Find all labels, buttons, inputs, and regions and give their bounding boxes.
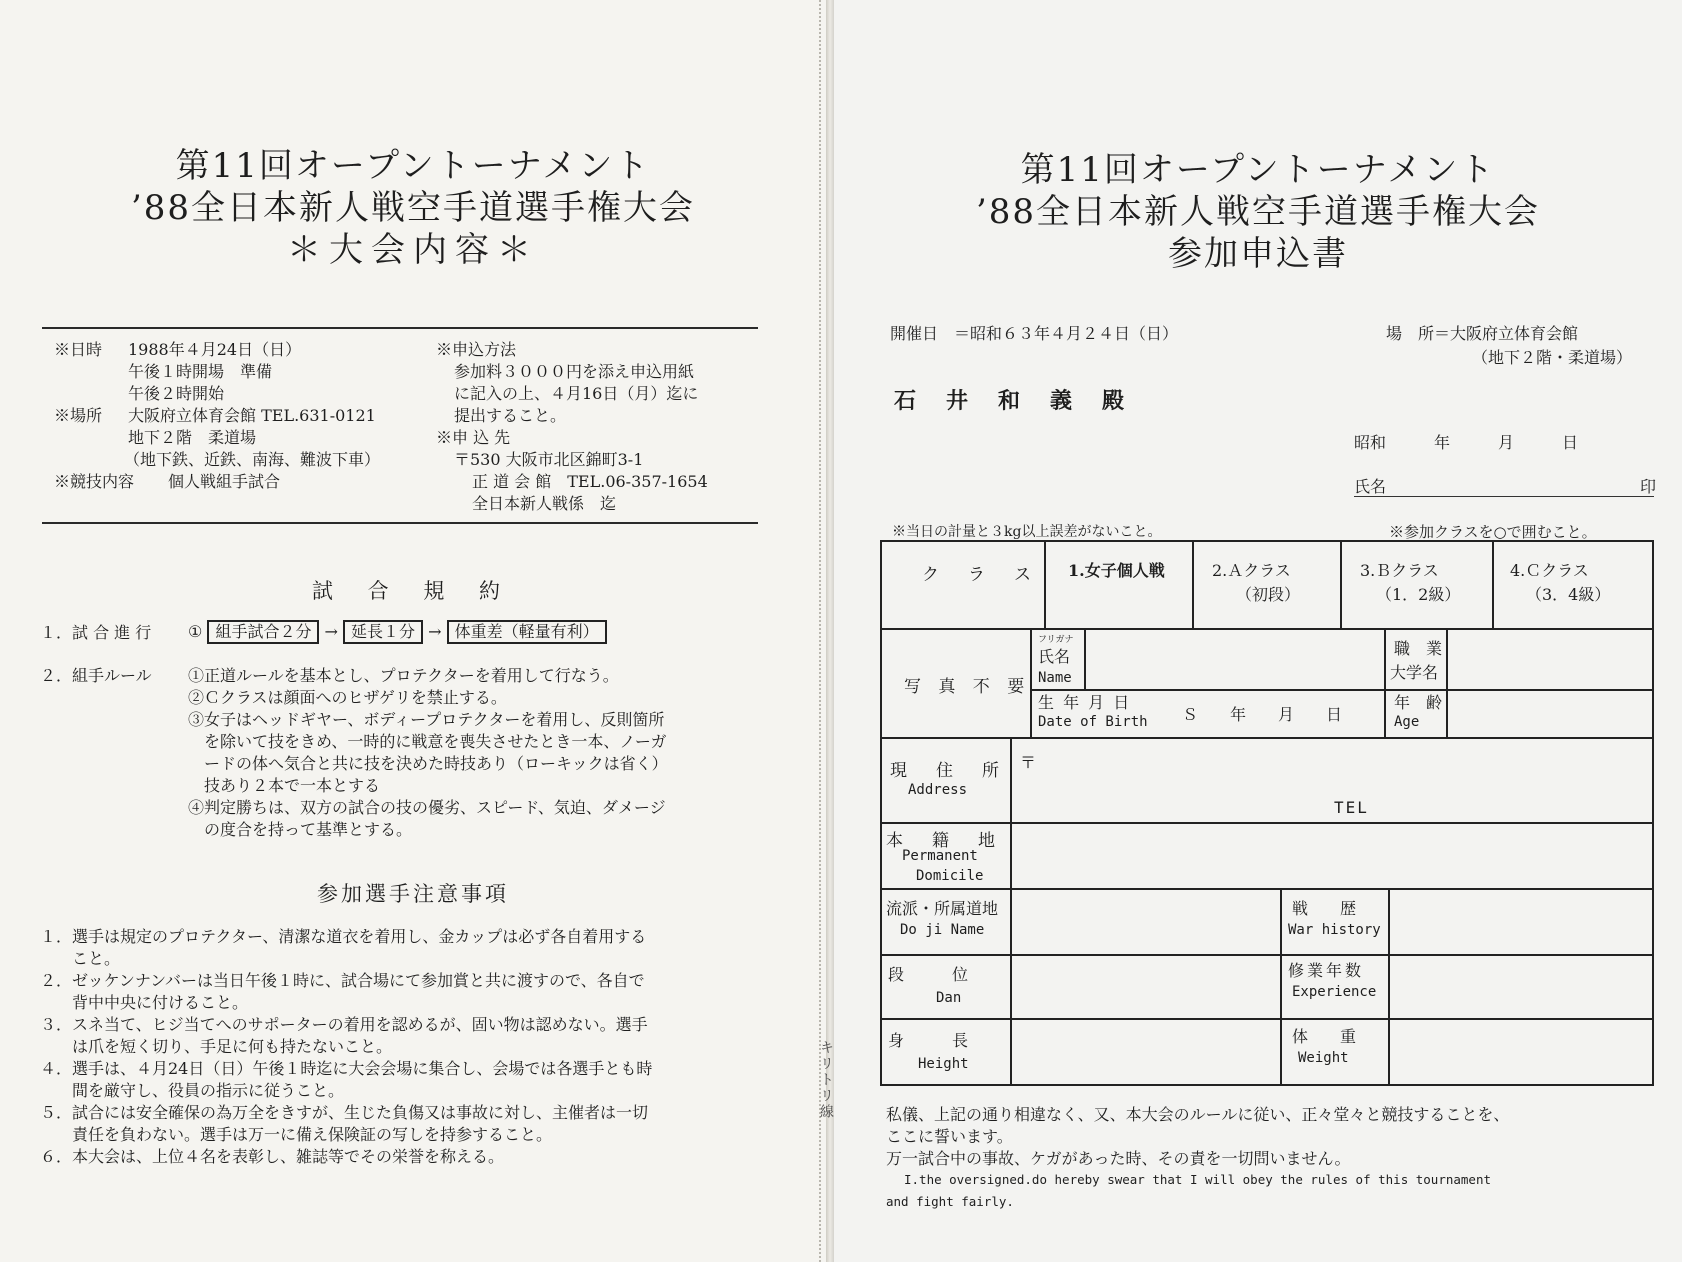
notes-line: ２．ゼッケンナンバーは当日午後１時に、試合場にて参加賞と共に渡すので、各自で <box>40 971 645 990</box>
class-option-b[interactable]: 3.Ｂクラス <box>1360 561 1439 580</box>
rule1-box-weight: 体重差（軽量有利） <box>447 620 607 644</box>
addressee: 石 井 和 義 殿 <box>894 388 1129 414</box>
dojo-field[interactable] <box>1014 892 1276 950</box>
event-date: 開催日 ＝昭和６３年４月２４日（日） <box>890 324 1179 343</box>
venue-floor: （地下２階・柔道場） <box>1472 348 1633 367</box>
rule2-line: ①正道ルールを基本とし、プロテクターを着用して行なう。 <box>188 666 619 685</box>
applicant-name-line <box>1354 496 1654 497</box>
pledge-english2: and fight fairly. <box>886 1194 1014 1209</box>
address-field[interactable] <box>1014 742 1650 818</box>
notes-line: こと。 <box>40 949 121 968</box>
dest-line3: 全日本新人戦係 迄 <box>472 494 617 513</box>
dojo-label-en: Do ji Name <box>900 922 985 938</box>
domicile-label-en2: Domicile <box>916 868 984 884</box>
class-c-sub: （3．4級） <box>1526 585 1611 604</box>
seal-mark: 印 <box>1640 477 1657 496</box>
age-label-jp: 年 齢 <box>1394 693 1443 712</box>
open-time: 午後１時開場 準備 <box>128 362 273 381</box>
notes-line: 背中中央に付けること。 <box>40 993 249 1012</box>
notes-line: ４．選手は、４月24日（日）午後１時迄に大会会場に集合し、会場では各選手とも時 <box>40 1059 653 1078</box>
info-bottom-rule <box>42 522 758 524</box>
applicant-name-label: 氏名 <box>1354 477 1387 496</box>
class-a-sub: （初段） <box>1236 585 1301 604</box>
dest-line1: 〒530 大阪市北区錦町3-1 <box>454 450 644 469</box>
date-value: 1988年４月24日（日） <box>128 340 302 359</box>
experience-field[interactable] <box>1392 958 1650 1014</box>
experience-label-jp: 修業年数 <box>1288 961 1365 980</box>
left-title-line2: ’88全日本新人戦空手道選手権大会 <box>130 188 696 228</box>
apply-label: ※申込方法 <box>436 340 517 359</box>
right-title-line1: 第11回オープントーナメント <box>1020 150 1496 190</box>
name-field[interactable] <box>1088 632 1380 687</box>
weight-note: ※当日の計量と３kg以上誤差がないこと。 <box>892 524 1162 540</box>
domicile-label-en1: Permanent <box>902 848 978 864</box>
dob-field[interactable]: Ｓ 年 月 日 <box>1182 705 1343 724</box>
place-label: ※場所 <box>54 406 103 425</box>
postal-mark: 〒 <box>1020 753 1037 772</box>
notes-line: １．選手は規定のプロテクター、清潔な道衣を着用し、金カップは必ず各自着用する <box>40 927 647 946</box>
dan-label-jp: 段 位 <box>888 965 969 984</box>
event-value: 個人戦組手試合 <box>168 472 281 491</box>
pledge-line2: ここに誓います。 <box>886 1127 1013 1146</box>
dob-label-en: Date of Birth <box>1038 714 1148 730</box>
start-time: 午後２時開始 <box>128 384 225 403</box>
rule2-line: ②Ｃクラスは顔面へのヒザゲリを禁止する。 <box>188 688 507 707</box>
rule2-lines <box>188 665 668 841</box>
arrow-icon: → <box>324 622 338 641</box>
address-label-en: Address <box>908 782 968 798</box>
rule2-line: の度合を持って基準とする。 <box>188 820 413 839</box>
class-b-sub: （1．2級） <box>1376 585 1461 604</box>
cut-line-text: キリトリ線 <box>818 1040 834 1120</box>
tel-label: TEL <box>1334 798 1369 817</box>
event-label: ※競技内容 <box>54 472 135 491</box>
notes-line: ３．スネ当て、ヒジ当てへのサポーターの着用を認めるが、固い物は認めない。選手 <box>40 1015 648 1034</box>
place-value: 大阪府立体育会館 TEL.631-0121 <box>128 406 376 425</box>
notes-line: 責任を負わない。選手は万一に備え保険証の写しを持参すること。 <box>40 1125 553 1144</box>
pledge-line3: 万一試合中の事故、ケガがあった時、その責を一切問いません。 <box>886 1149 1351 1168</box>
notes-line: ６．本大会は、上位４名を表彰し、雑誌等でその栄誉を称える。 <box>40 1147 505 1166</box>
university-label: 大学名 <box>1390 663 1439 682</box>
domicile-label-jp: 本 籍 地 <box>886 831 1001 851</box>
class-label: ク ラ ス <box>922 565 1037 585</box>
notes-line: ５．試合には安全確保の為万全をきすが、生じた負傷又は事故に対し、主催者は一切 <box>40 1103 649 1122</box>
weight-field[interactable] <box>1392 1022 1650 1080</box>
arrow-icon: → <box>428 622 442 641</box>
apply-line1: 参加料３０００円を添え申込用紙 <box>454 362 695 381</box>
height-label-en: Height <box>918 1056 969 1072</box>
notes-line: は爪を短く切り、手足に何も持たないこと。 <box>40 1037 393 1056</box>
domicile-field[interactable] <box>1014 826 1650 884</box>
rules-heading: 試 合 規 約 <box>311 579 515 603</box>
right-page <box>834 0 1682 1262</box>
dest-label: ※申 込 先 <box>436 428 511 447</box>
notes-lines <box>40 926 652 1168</box>
place-floor: 地下２階 柔道場 <box>128 428 257 447</box>
weight-label-en: Weight <box>1298 1050 1349 1066</box>
age-label-en: Age <box>1394 714 1420 730</box>
dan-label-en: Dan <box>936 990 962 1006</box>
left-page <box>0 0 826 1262</box>
date-label: ※日時 <box>54 340 103 359</box>
pledge-english1: I.the oversigned.do hereby swear that I will obey the rules of this tournament <box>904 1172 1491 1187</box>
rule2-line: を除いて技をきめ、一時的に戦意を喪失させたとき一本、ノーガ <box>188 732 667 751</box>
application-date: 昭和 年 月 日 <box>1354 433 1579 452</box>
name-label-en: Name <box>1038 670 1072 686</box>
occupation-field[interactable] <box>1450 632 1650 732</box>
pledge-line1: 私儀、上記の通り相違なく、又、本大会のルールに従い、正々堂々と競技することを、 <box>886 1105 1510 1124</box>
apply-line3: 提出すること。 <box>454 406 567 425</box>
rule2-line: ④判定勝ちは、双方の試合の技の優劣、スピード、気迫、ダメージ <box>188 798 666 817</box>
right-title-line2: ’88全日本新人戦空手道選手権大会 <box>975 192 1541 232</box>
left-title-line1: 第11回オープントーナメント <box>175 146 651 186</box>
height-field[interactable] <box>1014 1022 1276 1080</box>
weight-label-jp: 体 重 <box>1292 1027 1357 1046</box>
address-label-jp: 現 住 所 <box>890 761 1005 781</box>
occupation-label: 職 業 <box>1394 639 1443 658</box>
furigana-label: フリガナ <box>1038 635 1074 645</box>
history-label-en: War history <box>1288 922 1381 938</box>
experience-label-en: Experience <box>1292 984 1377 1000</box>
class-note: ※参加クラスを○で囲むこと。 <box>1389 523 1597 541</box>
name-label-jp: 氏名 <box>1038 647 1071 666</box>
class-option-womens[interactable]: 1.女子個人戦 <box>1068 561 1165 580</box>
rule1-box-bout: 組手試合２分 <box>207 620 319 644</box>
dojo-label-jp: 流派・所属道地 <box>886 899 999 918</box>
rule2-line: ードの体へ気合と共に技を決めた時技あり（ローキックは省く） <box>188 754 668 773</box>
venue: 場 所＝大阪府立体育会館 <box>1386 324 1579 343</box>
application-form <box>880 540 1654 1086</box>
history-label-jp: 戦 歴 <box>1292 899 1357 918</box>
class-option-c[interactable]: 4.Ｃクラス <box>1510 561 1589 580</box>
dest-line2: 正 道 会 館 TEL.06-357-1654 <box>472 472 708 491</box>
rule1-marker: ① <box>188 622 203 641</box>
photo-not-required: 写 真 不 要 <box>904 677 1031 697</box>
history-field[interactable] <box>1392 892 1650 950</box>
height-label-jp: 身 長 <box>888 1031 969 1050</box>
rule1-label: １．試 合 進 行 <box>40 623 152 642</box>
rule1-box-extension: 延長１分 <box>343 620 423 644</box>
dan-field[interactable] <box>1014 958 1276 1014</box>
rule2-label: ２．組手ルール <box>40 666 152 685</box>
notes-line: 間を厳守し、役員の指示に従うこと。 <box>40 1081 345 1100</box>
left-title-line3: ＊大会内容＊ <box>287 230 539 270</box>
place-access: （地下鉄、近鉄、南海、難波下車） <box>124 450 381 469</box>
class-option-a[interactable]: 2.Ａクラス <box>1212 561 1291 580</box>
apply-line2: に記入の上、４月16日（月）迄に <box>454 384 699 403</box>
right-title-line3: 参加申込書 <box>1168 234 1348 274</box>
info-top-rule <box>42 327 758 329</box>
rule2-line: 技あり２本で一本とする <box>188 776 381 795</box>
dob-label-jp: 生 年 月 日 <box>1038 693 1132 712</box>
rule1-flow <box>188 620 607 644</box>
notes-heading: 参加選手注意事項 <box>317 882 509 906</box>
rule2-line: ③女子はヘッドギヤー、ボディープロテクターを着用し、反則箇所 <box>188 710 665 729</box>
